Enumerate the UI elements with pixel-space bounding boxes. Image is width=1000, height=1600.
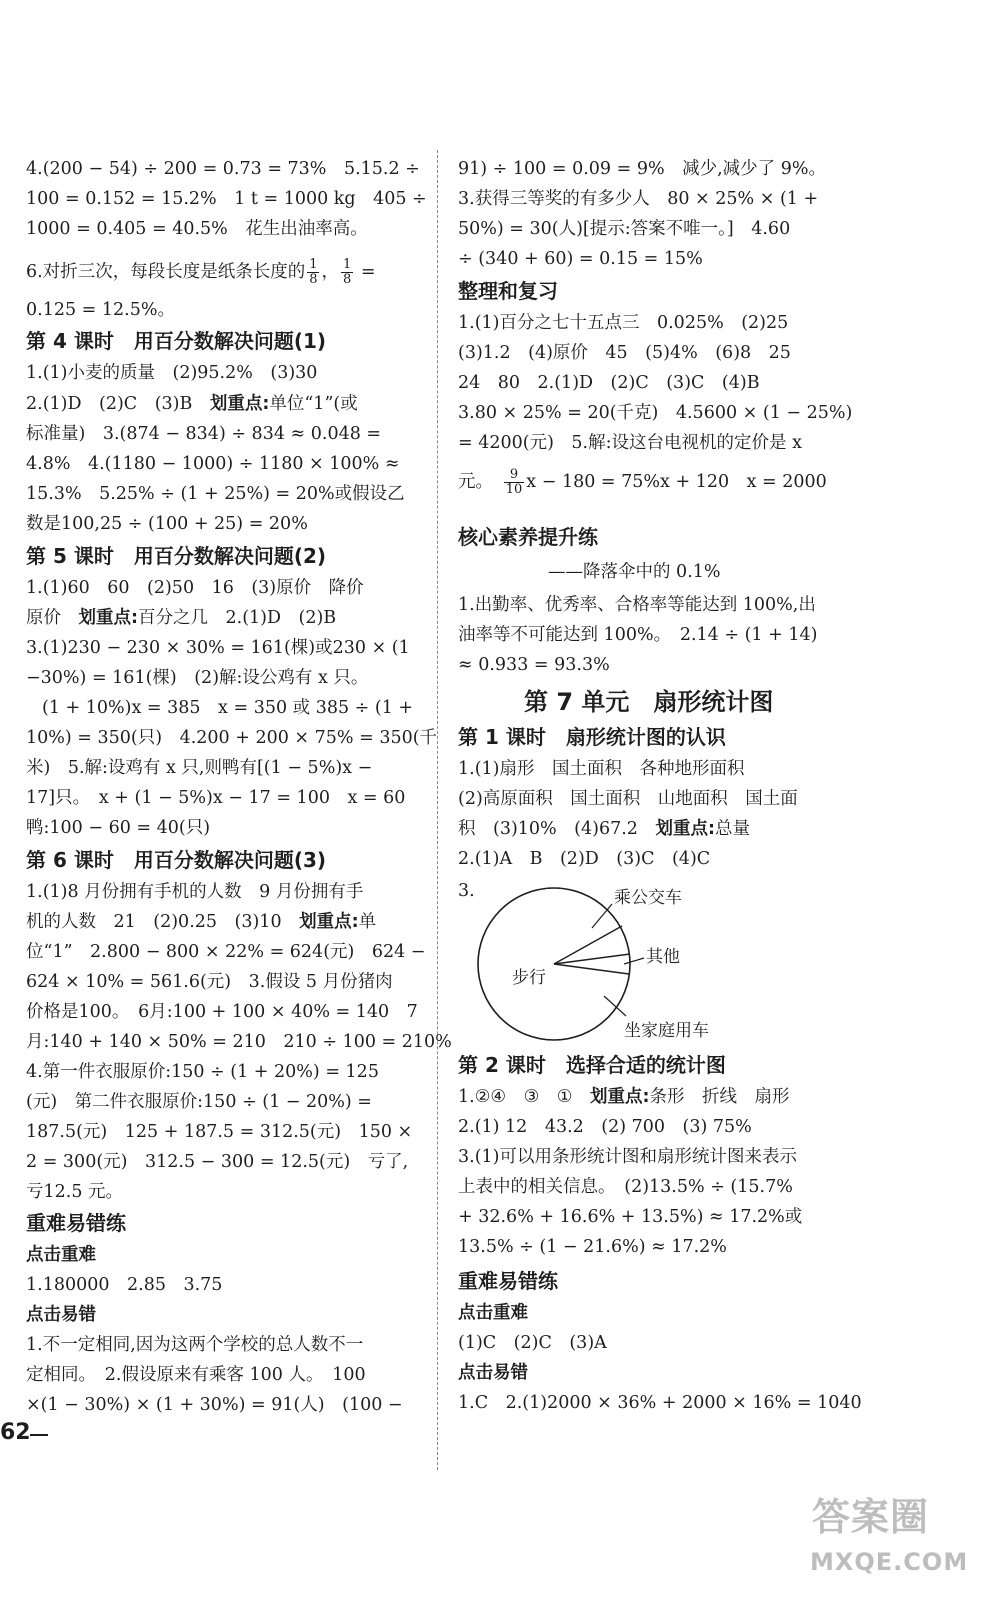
text-line: 亏12.5 元。 bbox=[26, 1182, 124, 1202]
text-line: + 32.6% + 16.6% + 13.5%) ≈ 17.2%或 bbox=[458, 1207, 803, 1227]
text-line: 15.3% 5.25% ÷ (1 + 25%) = 20%或假设乙 bbox=[26, 484, 405, 504]
text-line: 624 × 10% = 561.6(元) 3.假设 5 月份猪肉 bbox=[26, 972, 393, 992]
fraction-numerator: 9 bbox=[504, 468, 525, 483]
text-line bbox=[26, 603, 336, 633]
text-line: 100 = 0.152 = 15.2% 1 t = 1000 kg 405 ÷ bbox=[26, 189, 427, 209]
text-line: 月:140 + 140 × 50% = 210 210 ÷ 100 = 210% bbox=[26, 1032, 452, 1052]
text-line: 13.5% ÷ (1 − 21.6%) ≈ 17.2% bbox=[458, 1237, 727, 1257]
pie-radius bbox=[554, 926, 622, 964]
text-line: 50%) = 30(人)[提示:答案不唯一。] 4.60 bbox=[458, 219, 791, 239]
fraction-numerator: 1 bbox=[342, 257, 352, 272]
section-heading: 整理和复习 bbox=[458, 279, 558, 303]
text-line: (元) 第二件衣服原价:150 ÷ (1 − 20%) = bbox=[26, 1092, 372, 1112]
text-line: 1.(1)扇形 国土面积 各种地形面积 bbox=[458, 759, 745, 779]
text-line: 4.8% 4.(1180 − 1000) ÷ 1180 × 100% ≈ bbox=[26, 454, 400, 474]
text-line: ≈ 0.933 = 93.3% bbox=[458, 655, 610, 675]
text-fragment: 积 (3)10% (4)67.2 bbox=[458, 819, 656, 839]
text-line: 1.不一定相同,因为这两个学校的总人数不一 bbox=[26, 1335, 364, 1355]
text-fragment: 条形 折线 扇形 bbox=[649, 1087, 790, 1107]
lesson-heading: 第 1 课时 扇形统计图的认识 bbox=[458, 725, 726, 749]
key-point-label: 划重点: bbox=[209, 394, 270, 414]
pie-label-walk: 步行 bbox=[512, 968, 546, 988]
page-number-dash bbox=[30, 1434, 48, 1436]
section-heading: 重难易错练 bbox=[458, 1269, 558, 1293]
watermark bbox=[806, 1486, 976, 1590]
text-line: 3.(1)可以用条形统计图和扇形统计图来表示 bbox=[458, 1147, 797, 1167]
leader-line bbox=[624, 958, 644, 964]
pie-radius bbox=[554, 964, 629, 974]
unit-heading: 第 7 单元 扇形统计图 bbox=[524, 688, 774, 716]
text-fragment: 百分之几 2.(1)D (2)B bbox=[138, 608, 337, 628]
text-fragment: 单 bbox=[358, 912, 377, 932]
text-line: 0.125 = 12.5%。 bbox=[26, 300, 175, 320]
text-line: 价格是100。 6月:100 + 100 × 40% = 140 7 bbox=[26, 1002, 418, 1022]
text-line: 鸭:100 − 60 = 40(只) bbox=[26, 818, 211, 838]
text-fragment: = bbox=[355, 262, 376, 282]
text-line bbox=[26, 907, 376, 937]
text-line: 3.80 × 25% = 20(千克) 4.5600 × (1 − 25%) bbox=[458, 403, 853, 423]
text-fragment: 6.对折三次，每段长度是纸条长度的 bbox=[26, 262, 306, 282]
subsection-heading: 点击重难 bbox=[26, 1245, 96, 1265]
text-fragment: x − 180 = 75%x + 120 x = 2000 bbox=[526, 472, 827, 492]
text-line: ×(1 − 30%) × (1 + 30%) = 91(人) (100 − bbox=[26, 1395, 403, 1415]
text-line: 位“1” 2.800 − 800 × 22% = 624(元) 624 − bbox=[26, 942, 426, 962]
fraction-denominator: 8 bbox=[309, 272, 318, 287]
fraction bbox=[504, 468, 525, 497]
text-line: 10%) = 350(只) 4.200 + 200 × 75% = 350(千 bbox=[26, 728, 438, 748]
text-line: 1.(1)百分之七十五点三 0.025% (2)25 bbox=[458, 313, 789, 333]
text-line: (2)高原面积 国土面积 山地面积 国土面 bbox=[458, 789, 798, 809]
text-line: 2.(1) 12 43.2 (2) 700 (3) 75% bbox=[458, 1117, 752, 1137]
subsection-heading: 点击重难 bbox=[458, 1303, 528, 1323]
fraction-numerator: 1 bbox=[309, 257, 318, 272]
pie-label-other: 其他 bbox=[646, 947, 680, 967]
text-line: = 4200(元) 5.解:设这台电视机的定价是 x bbox=[458, 433, 802, 453]
column-divider bbox=[437, 150, 438, 1470]
pie-label-car: 坐家庭用车 bbox=[624, 1021, 709, 1041]
text-line: 米) 5.解:设鸡有 x 只,则鸭有[(1 − 5%)x − bbox=[26, 758, 373, 778]
text-line: (1 + 10%)x = 385 x = 350 或 385 ÷ (1 + bbox=[42, 698, 414, 718]
lesson-heading: 第 6 课时 用百分数解决问题(3) bbox=[26, 848, 327, 872]
key-point-label: 划重点: bbox=[655, 819, 715, 839]
lesson-heading: 第 4 课时 用百分数解决问题(1) bbox=[26, 329, 327, 353]
text-line: 3.(1)230 − 230 × 30% = 161(棵)或230 × (1 bbox=[26, 638, 410, 658]
text-line: 2 = 300(元) 312.5 − 300 = 12.5(元) 亏了, bbox=[26, 1152, 409, 1172]
text-line bbox=[458, 1082, 789, 1112]
text-fragment: 总量 bbox=[714, 819, 750, 839]
lesson-heading: 第 5 课时 用百分数解决问题(2) bbox=[26, 544, 327, 568]
text-line: 91) ÷ 100 = 0.09 = 9% 减少,减少了 9%。 bbox=[458, 159, 826, 179]
pie-radius bbox=[554, 954, 630, 964]
text-fragment: 元。 bbox=[458, 472, 485, 492]
fraction-denominator: 10 bbox=[505, 482, 523, 497]
watermark-url: MXQE.COM bbox=[810, 1548, 969, 1576]
text-line: 1000 = 0.405 = 40.5% 花生出油率高。 bbox=[26, 219, 368, 239]
page-number: 62 bbox=[0, 1420, 31, 1445]
text-line: 上表中的相关信息。 (2)13.5% ÷ (15.7% bbox=[458, 1177, 793, 1197]
text-fragment: 1.②④ ③ ① bbox=[458, 1087, 590, 1107]
text-line: 4.(200 − 54) ÷ 200 = 0.73 = 73% 5.15.2 ÷ bbox=[26, 159, 420, 179]
text-line: 4.第一件衣服原价:150 ÷ (1 + 20%) = 125 bbox=[26, 1062, 379, 1082]
text-line: 定相同。 2.假设原来有乘客 100 人。 100 bbox=[26, 1365, 366, 1385]
section-heading: 重难易错练 bbox=[26, 1211, 126, 1235]
text-line: 3. bbox=[458, 881, 475, 901]
text-line: 标准量) 3.(874 − 834) ÷ 834 ≈ 0.048 = bbox=[26, 424, 382, 444]
key-point-label: 划重点: bbox=[78, 608, 138, 628]
key-point-label: 划重点: bbox=[299, 912, 359, 932]
text-line bbox=[458, 814, 750, 844]
text-line bbox=[26, 254, 376, 290]
text-fragment: 2.(1)D (2)C (3)B bbox=[26, 394, 210, 414]
lesson-heading: 第 2 课时 选择合适的统计图 bbox=[458, 1053, 726, 1077]
section-heading: 核心素养提升练 bbox=[458, 525, 598, 549]
text-line bbox=[26, 389, 358, 419]
fraction bbox=[341, 258, 353, 287]
text-line: (1)C (2)C (3)A bbox=[458, 1333, 607, 1353]
text-line: 24 80 2.(1)D (2)C (3)C (4)B bbox=[458, 373, 760, 393]
key-point-label: 划重点: bbox=[589, 1087, 650, 1107]
watermark-logo: 答案圈 bbox=[812, 1495, 930, 1539]
text-line: 1.(1)小麦的质量 (2)95.2% (3)30 bbox=[26, 363, 318, 383]
subsection-heading: 点击易错 bbox=[458, 1363, 528, 1383]
text-line: 2.(1)A B (2)D (3)C (4)C bbox=[458, 849, 711, 869]
subtitle: ——降落伞中的 0.1% bbox=[548, 562, 721, 582]
text-line: −30%) = 161(棵) (2)解:设公鸡有 x 只。 bbox=[26, 668, 369, 688]
text-line: 1.(1)8 月份拥有手机的人数 9 月份拥有手 bbox=[26, 882, 364, 902]
text-line: 3.获得三等奖的有多少人 80 × 25% × (1 + bbox=[458, 189, 819, 209]
text-line: 17]只。 x + (1 − 5%)x − 17 = 100 x = 60 bbox=[26, 788, 406, 808]
fraction-denominator: 8 bbox=[342, 272, 352, 287]
text-line: 1.出勤率、优秀率、合格率等能达到 100%,出 bbox=[458, 595, 816, 615]
text-line: 1.180000 2.85 3.75 bbox=[26, 1275, 223, 1295]
pie-label-bus: 乘公交车 bbox=[614, 888, 682, 908]
text-line: 1.C 2.(1)2000 × 36% + 2000 × 16% = 1040 bbox=[458, 1393, 862, 1413]
text-line: ÷ (340 + 60) = 0.15 = 15% bbox=[458, 249, 703, 269]
leader-line bbox=[592, 904, 612, 928]
text-fragment: 单位“1”(或 bbox=[269, 394, 358, 414]
subsection-heading: 点击易错 bbox=[26, 1305, 96, 1325]
text-line bbox=[458, 464, 827, 500]
text-fragment: 机的人数 21 (2)0.25 (3)10 bbox=[26, 912, 300, 932]
fraction bbox=[307, 258, 319, 287]
text-line: (3)1.2 (4)原价 45 (5)4% (6)8 25 bbox=[458, 343, 791, 363]
leader-line bbox=[604, 996, 626, 1016]
text-line: 数是100,25 ÷ (100 + 25) = 20% bbox=[26, 514, 308, 534]
pie-chart-diagram bbox=[458, 872, 858, 1050]
text-line: 油率等不可能达到 100%。 2.14 ÷ (1 + 14) bbox=[458, 625, 818, 645]
text-fragment: 原价 bbox=[26, 608, 79, 628]
text-line: 187.5(元) 125 + 187.5 = 312.5(元) 150 × bbox=[26, 1122, 413, 1142]
text-fragment: ， bbox=[321, 262, 339, 282]
text-line: 1.(1)60 60 (2)50 16 (3)原价 降价 bbox=[26, 578, 364, 598]
